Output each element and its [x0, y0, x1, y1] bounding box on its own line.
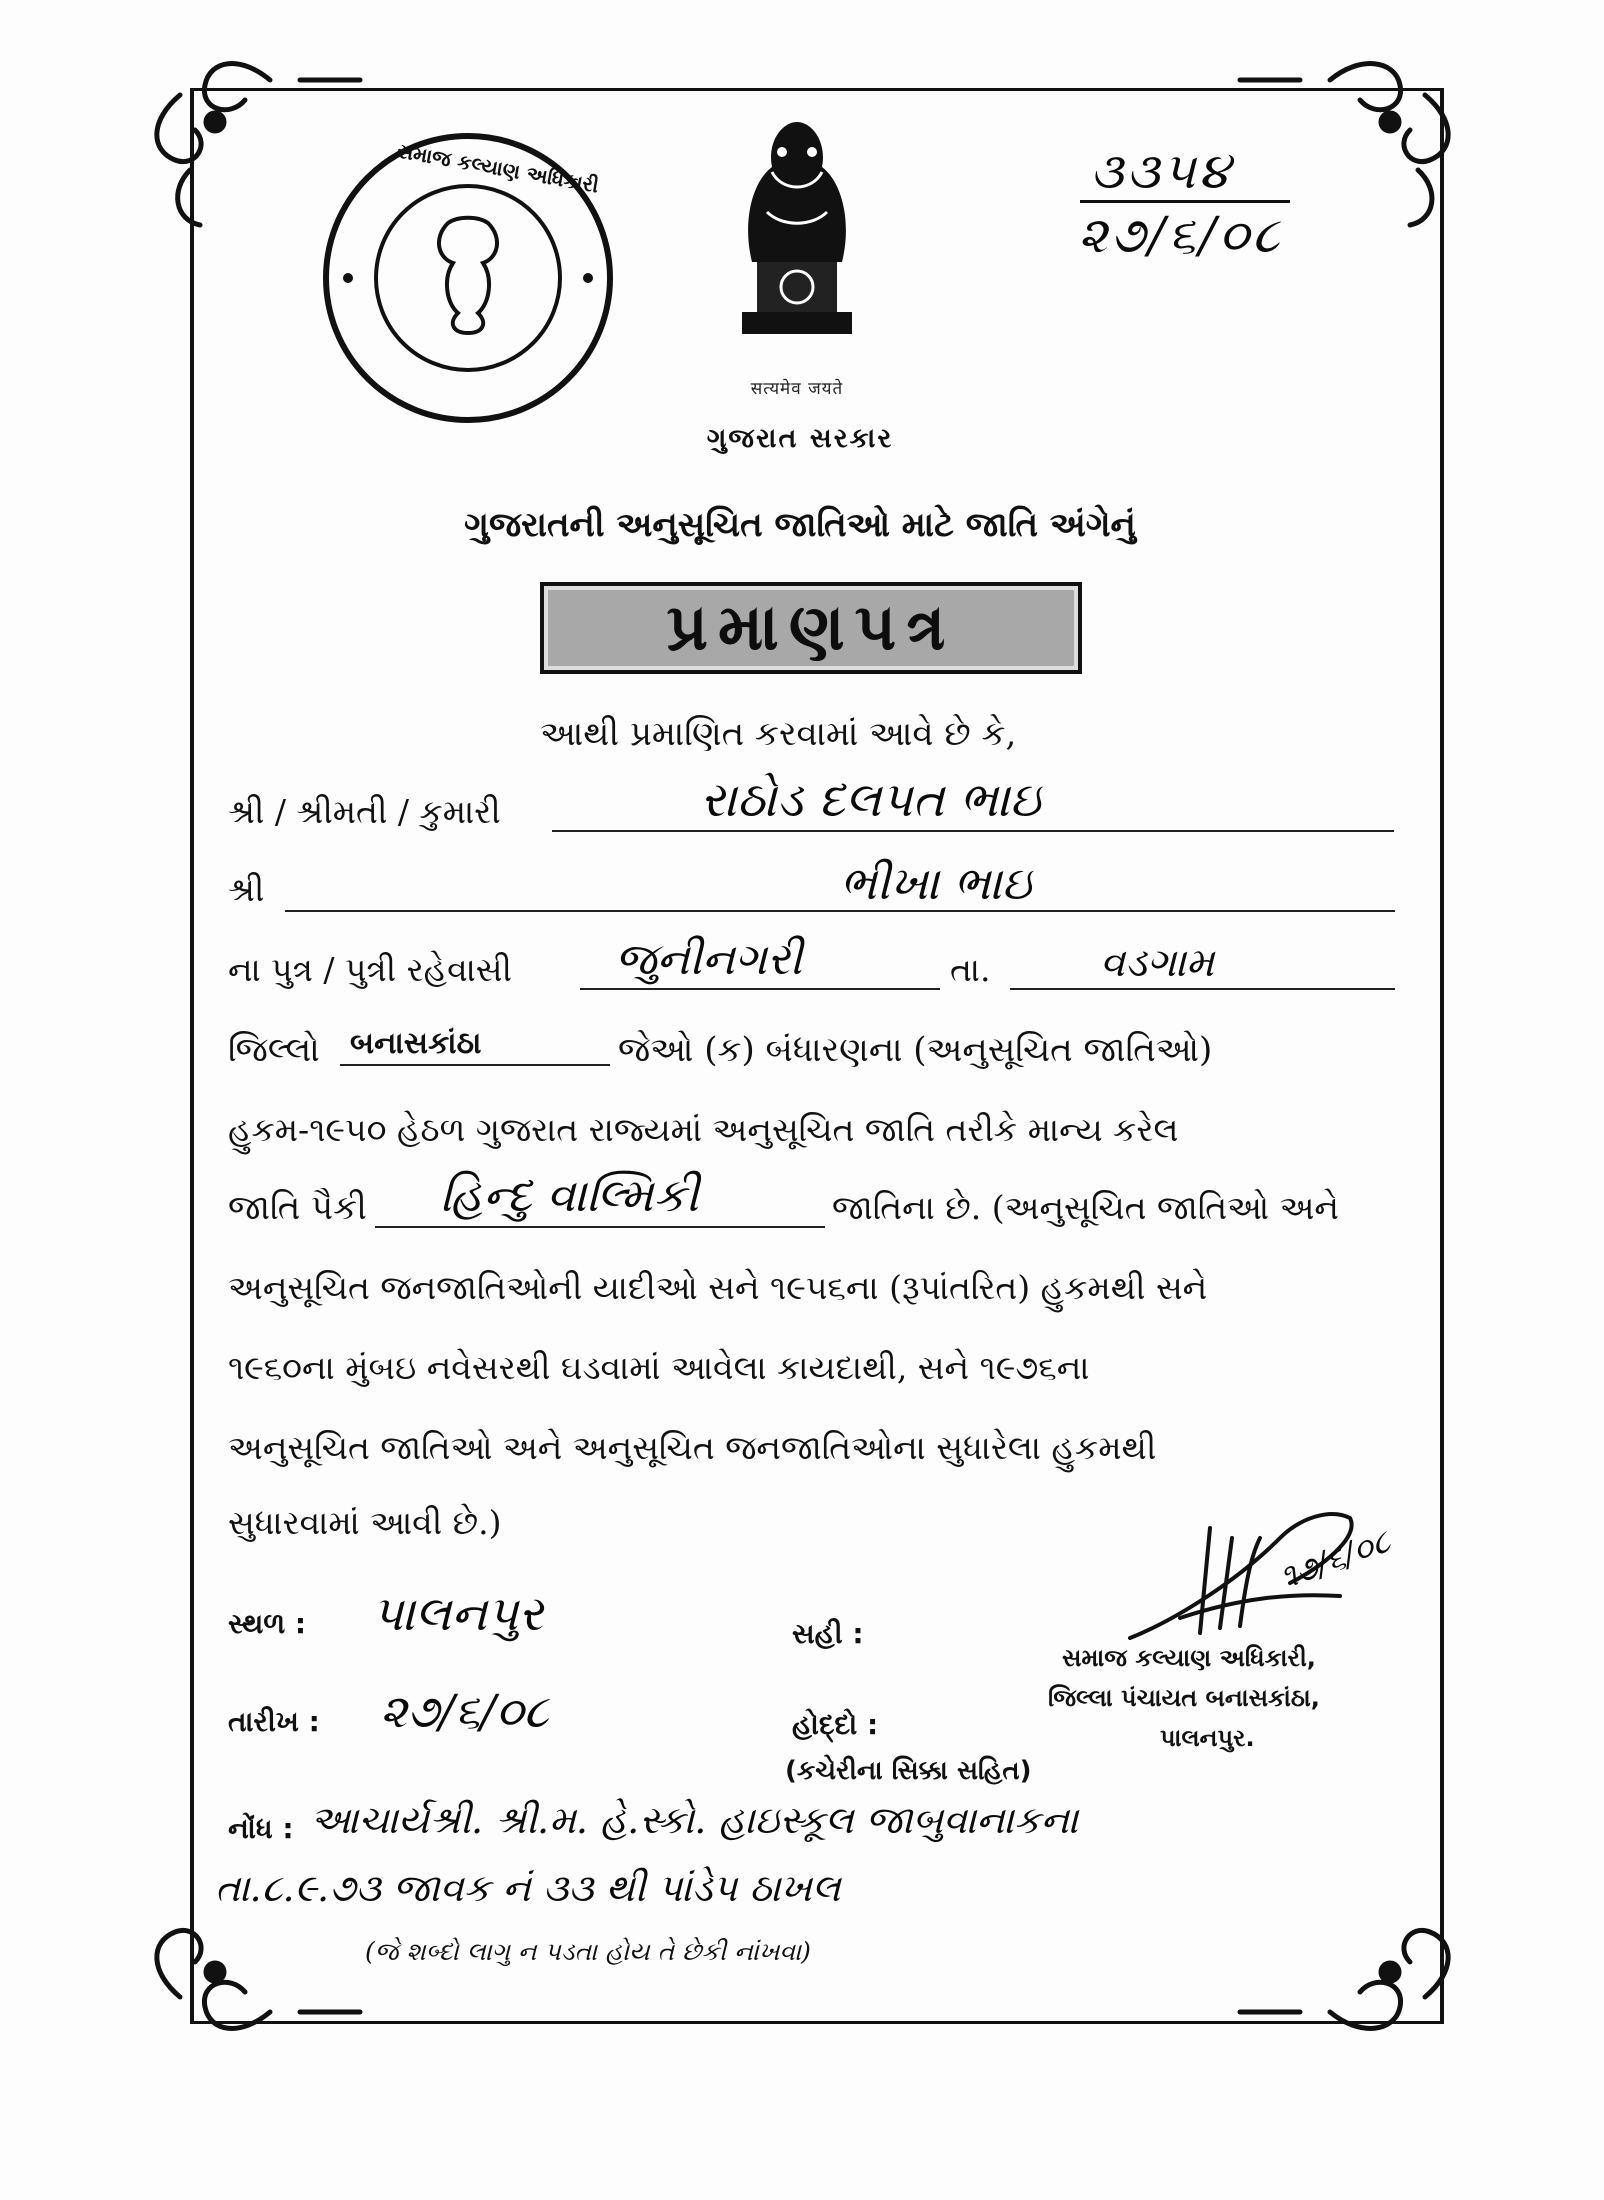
- label-place: સ્થળ :: [228, 1607, 307, 1640]
- value-taluka: વડગામ: [1100, 940, 1215, 986]
- emblem-motto: सत्यमेव जयते: [750, 379, 844, 399]
- office-seal: [318, 128, 618, 428]
- value-date: ૨૭/૬/૦૮: [380, 1684, 549, 1738]
- value-name: રાઠોડ દલપત ભાઇ: [700, 772, 1041, 828]
- officer-designation-line1: સમાજ કલ્યાણ અધિકારી,: [1062, 1644, 1316, 1672]
- label-resident: ના પુત્ર / પુત્રી રહેવાસી: [228, 950, 512, 989]
- label-date: તારીખ :: [228, 1705, 320, 1738]
- line8-text: ૧૯૬૦ના મુંબઇ નવેસરથી ઘડવામાં આવેલા કાયદાથી, સને ૧૯૭૬ના: [228, 1348, 1090, 1387]
- resident-fill-line: [580, 988, 940, 990]
- label-caste: જાતિ પૈકી: [228, 1188, 367, 1228]
- label-taluka: તા.: [950, 950, 991, 989]
- intro-text: આથી પ્રમાણિત કરવામાં આવે છે કે,: [540, 714, 1017, 754]
- officer-designation-line3: પાલનપુર.: [1160, 1724, 1255, 1752]
- officer-signature: [1120, 1498, 1420, 1658]
- value-district: બનાસકાંઠા: [350, 1026, 482, 1061]
- note-line2: તા.૮.૯.૭૩ જાવક નં ૩૩ થી પાંડેપ ઠાખલ: [215, 1866, 841, 1910]
- value-father: ભીખા ભાઇ: [840, 856, 1032, 910]
- line5-text: હુકમ-૧૯૫૦ હેઠળ ગુજરાત રાજ્યમાં અનુસૂચિત જાતિ તરીકે માન્ય કરેલ: [228, 1110, 1179, 1149]
- value-resident: જુનીનગરી: [615, 934, 803, 985]
- officer-designation-line2: જિલ્લા પંચાયત બનાસકાંઠા,: [1048, 1684, 1320, 1712]
- note-label: નોંધ :: [228, 1812, 294, 1845]
- line7-text: અનુસૂચિત જનજાતિઓની યાદીઓ સને ૧૯૫૬ના (રૂપાંતરિત) હુકમથી સને: [228, 1268, 1208, 1307]
- taluka-fill-line: [1010, 988, 1395, 990]
- line9-text: અનુસૂચિત જાતિઓ અને અનુસૂચિત જનજાતિઓના સુધારેલા હુકમથી: [228, 1428, 1157, 1467]
- note-line1: આચાર્યશ્રી. શ્રી.મ. હે.સ્કો. હાઇસ્કૂલ જાબુવાનાકના: [310, 1798, 1079, 1842]
- certificate-title-box: [540, 582, 1082, 674]
- seal-text: સમાજ કલ્યાણ અધિકારી: [395, 138, 601, 198]
- reference-underline: [1080, 200, 1290, 203]
- label-father: શ્રી: [228, 870, 265, 909]
- line6-rest: જાતિના છે. (અનુસૂચિત જાતિઓ અને: [832, 1188, 1339, 1227]
- signature-date: ૧૭/૬/૦૮: [1274, 1521, 1396, 1597]
- district-fill-line: [340, 1064, 610, 1066]
- label-name: શ્રી / શ્રીમતી / કુમારી: [228, 792, 501, 831]
- national-emblem: [712, 112, 882, 362]
- name-fill-line: [552, 830, 1394, 832]
- government-name: ગુજરાત સરકાર: [706, 423, 894, 454]
- reference-date: ૨૭/૬/૦૮: [1078, 206, 1283, 264]
- note-instruction: (જે શબ્દો લાગુ ન પડતા હોય તે છેકી નાંખવા): [365, 1937, 811, 1966]
- certificate-subtitle: ગુજરાતની અનુસૂચિત જાતિઓ માટે જાતિ અંગેનું: [464, 505, 1136, 545]
- label-designation: હોદ્દો :: [792, 1708, 879, 1741]
- office-seal-note: (કચેરીના સિક્કા સહિત): [785, 1756, 1032, 1786]
- value-caste: હિન્દુ વાલ્મિકી: [440, 1168, 699, 1222]
- caste-fill-line: [375, 1226, 825, 1228]
- line4-rest: જેઓ (ક) બંધારણના (અનુસૂચિત જાતિઓ): [618, 1030, 1213, 1070]
- label-district: જિલ્લો: [228, 1030, 320, 1070]
- reference-number: ૩૩૫૪: [1090, 142, 1233, 200]
- line10-text: સુધારવામાં આવી છે.): [228, 1503, 502, 1542]
- value-place: પાલનપુર: [372, 1586, 543, 1642]
- certificate-title: પ્રમાણપત્ર: [666, 591, 956, 665]
- label-signature: સહી :: [792, 1617, 864, 1650]
